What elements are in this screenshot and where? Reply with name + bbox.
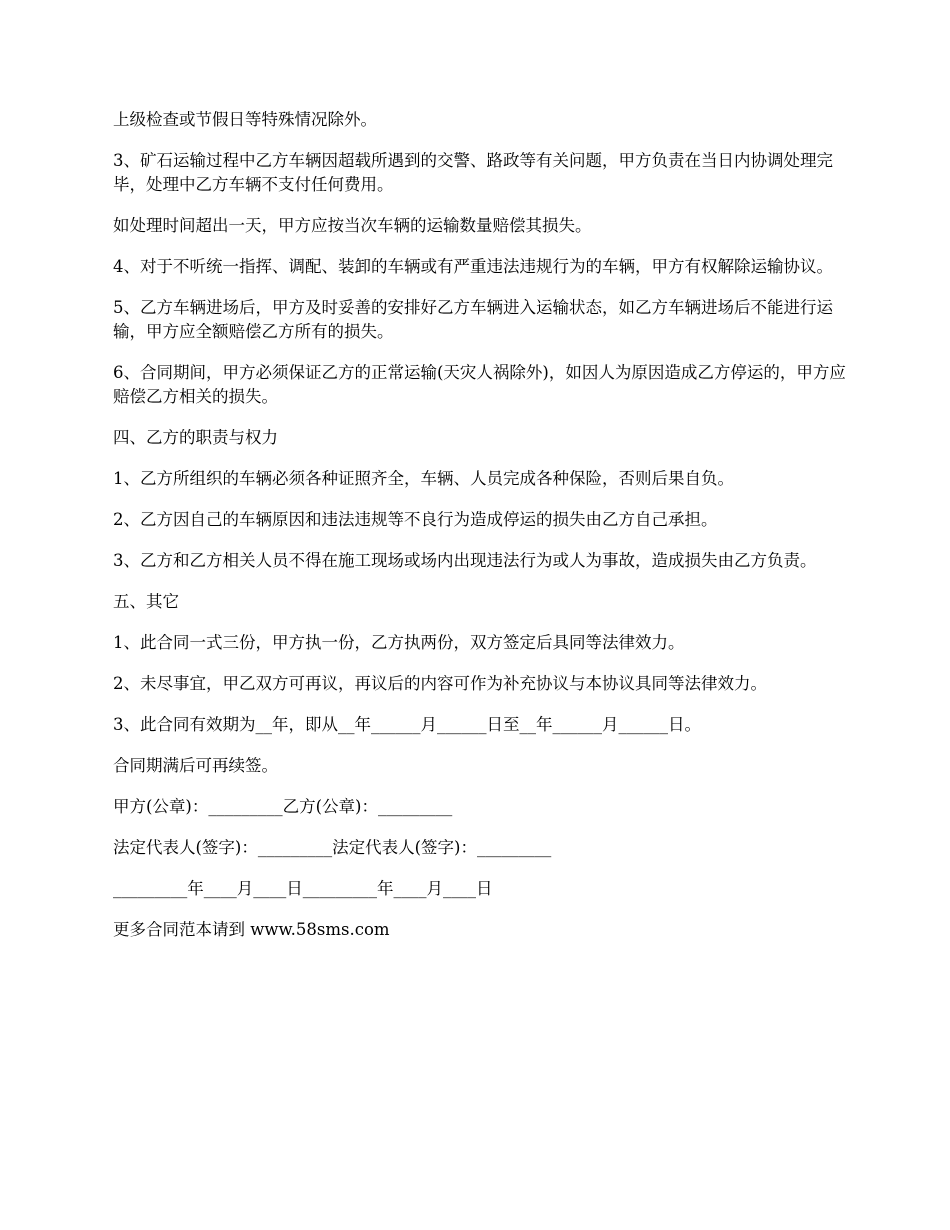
paragraph-b-clause-1-licenses: 1、乙方所组织的车辆必须各种证照齐全，车辆、人员完成各种保险，否则后果自负。: [113, 469, 734, 488]
paragraph-other-clause-2-supplement: 2、未尽事宜，甲乙双方可再议，再议后的内容可作为补充协议与本协议具同等法律效力。: [113, 674, 767, 693]
section-heading-party-b-duties: 四、乙方的职责与权力: [113, 428, 278, 447]
signature-line-dates: _________年____月____日_________年____月____日: [113, 879, 493, 898]
footer-more-templates: 更多合同范本请到 www.58sms.com: [113, 920, 390, 939]
paragraph-holiday-exception: 上级检查或节假日等特殊情况除外。: [113, 110, 377, 129]
paragraph-clause-4-termination: 4、对于不听统一指挥、调配、装卸的车辆或有严重违法违规行为的车辆，甲方有权解除运输协议。: [113, 257, 833, 276]
paragraph-other-clause-3-validity: 3、此合同有效期为__年，即从__年______月______日至__年______月______日。: [113, 715, 701, 734]
paragraph-clause-3-overload: 3、矿石运输过程中乙方车辆因超载所遇到的交警、路政等有关问题，甲方负责在当日内协调处理完毕，处理中乙方车辆不支付任何费用。: [113, 151, 833, 194]
signature-line-seals: 甲方(公章)：_________乙方(公章)：_________: [113, 797, 453, 816]
paragraph-other-clause-1-copies: 1、此合同一式三份，甲方执一份，乙方执两份，双方签定后具同等法律效力。: [113, 633, 685, 652]
paragraph-clause-5-arrangement: 5、乙方车辆进场后，甲方及时妥善的安排好乙方车辆进入运输状态，如乙方车辆进场后不能进行运输，甲方应全额赔偿乙方所有的损失。: [113, 298, 833, 341]
paragraph-renewal: 合同期满后可再续签。: [113, 756, 278, 775]
paragraph-clause-6-guarantee: 6、合同期间，甲方必须保证乙方的正常运输(天灾人祸除外)，如因人为原因造成乙方停运的，甲方应赔偿乙方相关的损失。: [113, 363, 846, 406]
paragraph-compensation-delay: 如处理时间超出一天，甲方应按当次车辆的运输数量赔偿其损失。: [113, 216, 592, 235]
signature-line-representatives: 法定代表人(签字)：_________法定代表人(签字)：_________: [113, 838, 552, 857]
section-heading-other: 五、其它: [113, 592, 179, 611]
paragraph-b-clause-2-losses: 2、乙方因自己的车辆原因和违法违规等不良行为造成停运的损失由乙方自己承担。: [113, 510, 718, 529]
document-body: [113, 108, 848, 959]
paragraph-b-clause-3-accidents: 3、乙方和乙方相关人员不得在施工现场或场内出现违法行为或人为事故，造成损失由乙方负责。: [113, 551, 817, 570]
